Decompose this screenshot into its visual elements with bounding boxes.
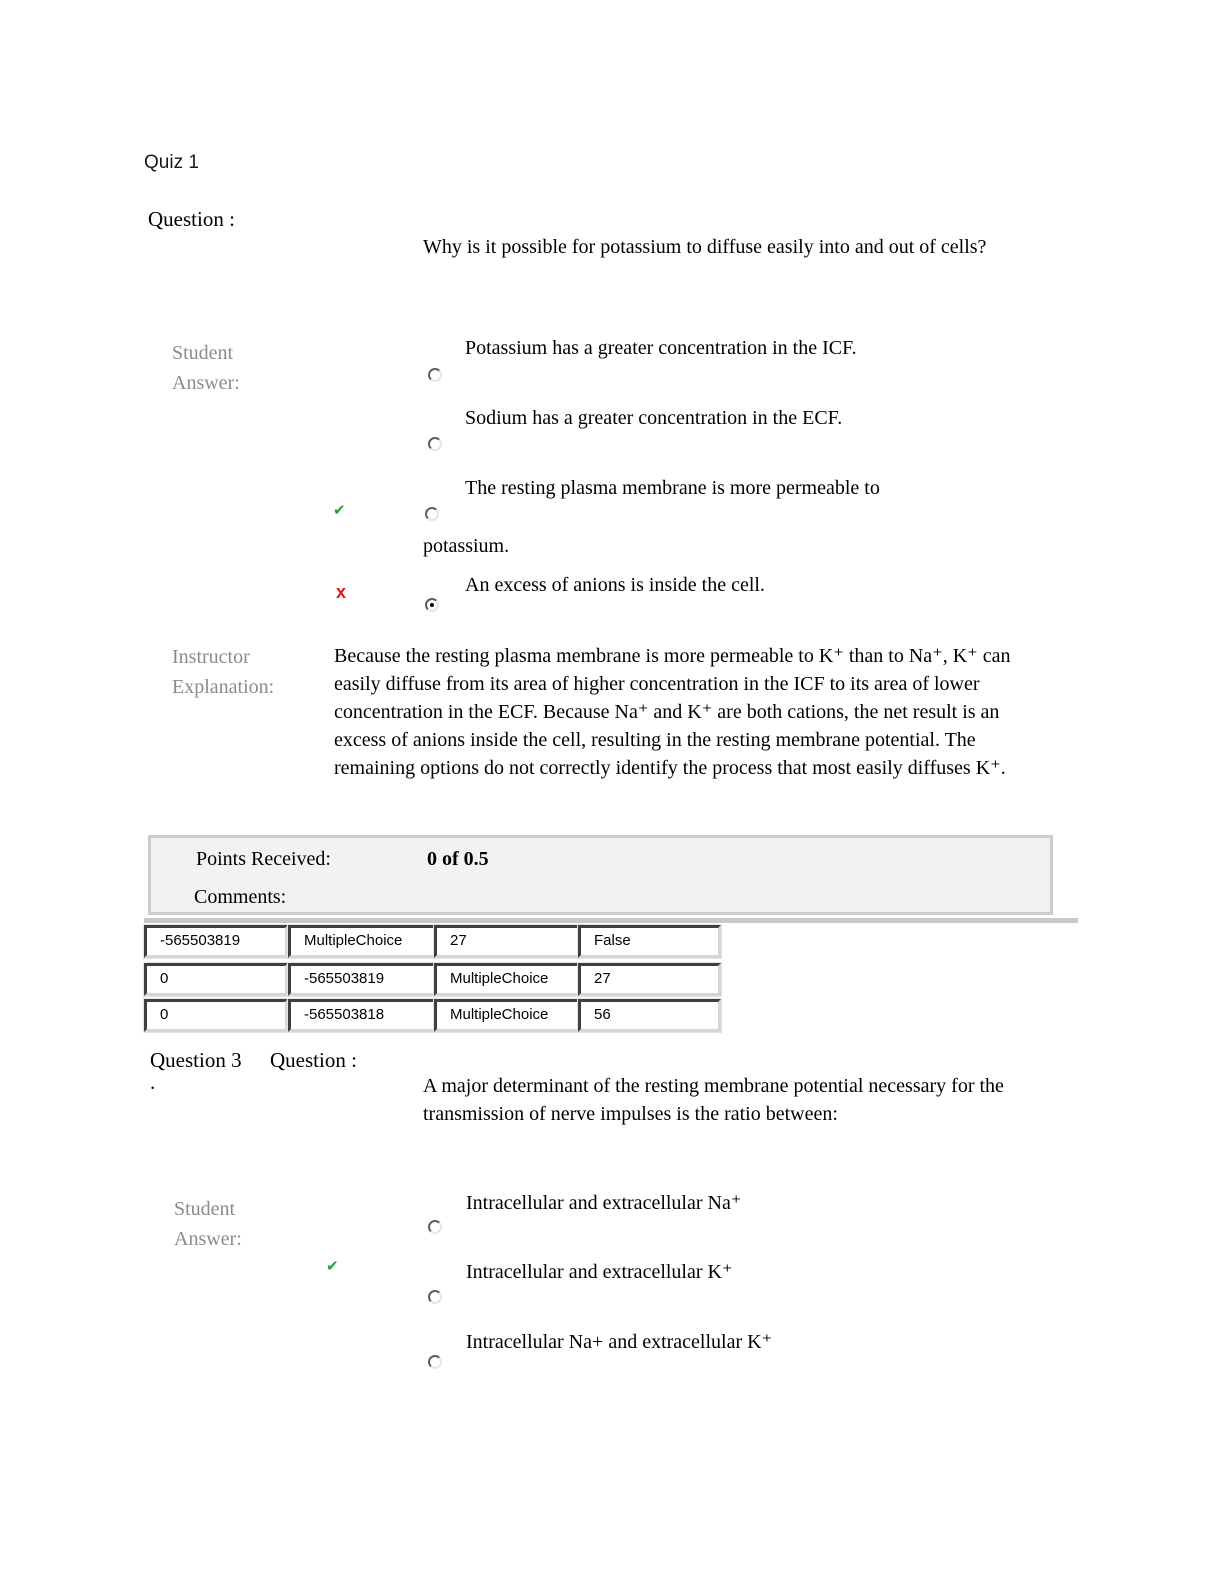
answer-radio[interactable]: [425, 507, 439, 521]
table-cell: -565503819: [144, 925, 288, 958]
answer-radio[interactable]: [428, 1220, 442, 1234]
instructor-explanation-label: [172, 642, 274, 702]
section-divider: [144, 918, 1078, 923]
student-answer-label-line1: Student: [174, 1198, 236, 1220]
table-cell: 0: [144, 963, 288, 996]
question3-label: Question :: [270, 1048, 357, 1072]
answer-option-text-wrap: potassium.: [423, 535, 510, 557]
table-cell: 0: [144, 999, 288, 1032]
answer-radio-selected[interactable]: [425, 598, 439, 612]
answer-radio[interactable]: [428, 1355, 442, 1369]
points-received-box: [148, 835, 1053, 915]
question3-dot: .: [150, 1070, 156, 1094]
answer-option-text: Intracellular Na+ and extracellular K⁺: [466, 1331, 773, 1353]
table-cell: False: [578, 925, 721, 958]
table-cell: MultipleChoice: [434, 999, 581, 1032]
table-cell: 27: [434, 925, 581, 958]
answer-radio[interactable]: [428, 437, 442, 451]
table-cell: -565503819: [288, 963, 436, 996]
instructor-label-line1: Instructor: [172, 646, 250, 668]
answer-option-text: Potassium has a greater concentration in the ICF.: [465, 337, 857, 359]
question3-text: A major determinant of the resting membrane potential necessary for the transmission of nerve impulses is the ratio between:: [423, 1075, 1004, 1125]
answer-option-text: Intracellular and extracellular Na⁺: [466, 1192, 742, 1214]
student-answer-label-line2: Answer:: [172, 372, 240, 394]
student-answer-label-line2: Answer:: [174, 1228, 242, 1250]
student-answer-label: [174, 1194, 242, 1254]
table-cell: 27: [578, 963, 721, 996]
comments-label: Comments:: [194, 886, 287, 908]
answer-option-text: Sodium has a greater concentration in the ECF.: [465, 407, 843, 429]
instructor-label-line2: Explanation:: [172, 676, 275, 698]
table-cell: 56: [578, 999, 721, 1032]
answer-option-text: An excess of anions is inside the cell.: [465, 574, 765, 596]
table-cell: -565503818: [288, 999, 436, 1032]
question3-number: Question 3: [150, 1048, 242, 1072]
answer-option-text: Intracellular and extracellular K⁺: [466, 1261, 733, 1283]
table-cell: MultipleChoice: [434, 963, 581, 996]
student-answer-label-line1: Student: [172, 342, 234, 364]
quiz-title: Quiz 1: [144, 152, 199, 173]
instructor-explanation-text: Because the resting plasma membrane is more permeable to K⁺ than to Na⁺, K⁺ can easily diffuse from its area of higher concentration in the ICF to its area of lower concentration in the ECF. Because Na⁺ and K⁺ are both cations, the net result is an excess of anions inside the cell, resulting in the resting membrane potential. The remaining options do not correctly identify the process that most easily diffuses K⁺.: [334, 645, 1011, 779]
question1-label: Question :: [148, 207, 235, 231]
points-received-label: Points Received:: [196, 848, 331, 870]
question1-text: Why is it possible for potassium to diffuse easily into and out of cells?: [423, 236, 987, 258]
correct-answer-icon: ✔: [333, 501, 346, 519]
points-received-value: 0 of 0.5: [427, 848, 489, 870]
incorrect-answer-icon: x: [336, 582, 347, 602]
answer-radio[interactable]: [428, 1290, 442, 1304]
answer-radio[interactable]: [428, 368, 442, 382]
table-cell: MultipleChoice: [288, 925, 436, 958]
student-answer-label: [172, 338, 240, 398]
answer-option-text: The resting plasma membrane is more permeable to: [465, 477, 880, 499]
correct-answer-icon: ✔: [326, 1257, 339, 1275]
